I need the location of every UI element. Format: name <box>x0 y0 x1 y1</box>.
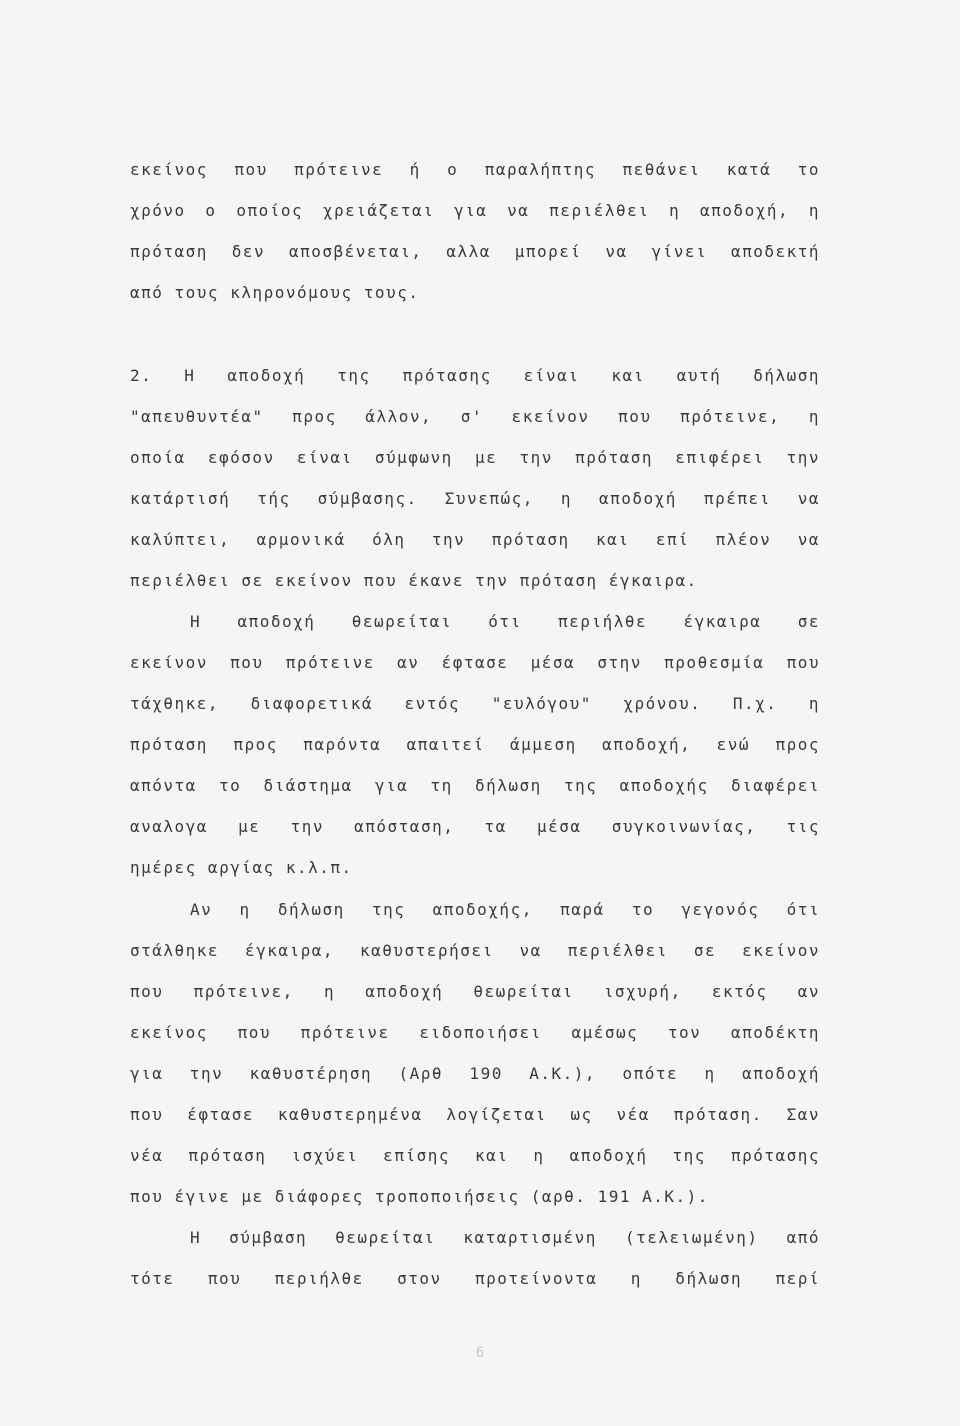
text-line: που έγινε με διάφορες τροποποιήσεις (αρθ. 191 Α.Κ.). <box>130 1187 709 1206</box>
text-line: στάλθηκε έγκαιρα, καθυστερήσει να περιέλθει σε εκείνον <box>130 941 820 960</box>
page-number: 6 <box>475 1345 485 1361</box>
text-line: που έφτασε καθυστερημένα λογίζεται ως νέα πρόταση. Σαν <box>130 1105 820 1124</box>
text-line: οποία εφόσον είναι σύμφωνη με την πρόταση επιφέρει την <box>130 448 820 467</box>
text-line: από τους κληρονόμους τους. <box>130 283 420 302</box>
text-line: εκείνος που πρότεινε ειδοποιήσει αμέσως τον αποδέκτη <box>130 1023 820 1042</box>
text-line: Αν η δήλωση της αποδοχής, παρά το γεγονός ότι <box>190 900 820 919</box>
text-line: νέα πρόταση ισχύει επίσης και η αποδοχή της πρότασης <box>130 1146 820 1165</box>
text-line: κατάρτισή τής σύμβασης. Συνεπώς, η αποδοχή πρέπει να <box>130 489 820 508</box>
text-line: "απευθυντέα" προς άλλον, σ' εκείνον που πρότεινε, η <box>130 407 820 426</box>
text-line: για την καθυστέρηση (Αρθ 190 Α.Κ.), οπότε η αποδοχή <box>130 1064 820 1083</box>
text-line: τάχθηκε, διαφορετικά εντός "ευλόγου" χρόνου. Π.χ. η <box>130 694 820 713</box>
text-line: Η σύμβαση θεωρείται καταρτισμένη (τελειωμένη) από <box>190 1228 820 1247</box>
text-line: Η αποδοχή θεωρείται ότι περιήλθε έγκαιρα σε <box>190 612 820 631</box>
text-line: εκείνον που πρότεινε αν έφτασε μέσα στην προθεσμία που <box>130 653 820 672</box>
text-line: χρόνο ο οποίος χρειάζεται για να περιέλθει η αποδοχή, η <box>130 201 820 220</box>
text-line: περιέλθει σε εκείνον που έκανε την πρόταση έγκαιρα. <box>130 571 698 590</box>
text-line: αναλογα με την απόσταση, τα μέσα συγκοινωνίας, τις <box>130 817 820 836</box>
text-line: ημέρες αργίας κ.λ.π. <box>130 858 353 877</box>
text-line: 2. Η αποδοχή της πρότασης είναι και αυτή δήλωση <box>130 366 820 385</box>
text-line: που πρότεινε, η αποδοχή θεωρείται ισχυρή, εκτός αν <box>130 982 820 1001</box>
text-line: ɛκείνος που πρότεινε ή ο παραλήπτης πεθάνει κατά το <box>130 160 820 179</box>
text-line: πρόταση προς παρόντα απαιτεί άμμεση αποδοχή, ενώ προς <box>130 735 820 754</box>
text-line: πρόταση δεν αποσβένεται, αλλα μπορεί να γίνει αποδεκτή <box>130 242 820 261</box>
text-line: καλύπτει, αρμονικά όλη την πρόταση και επί πλέον να <box>130 530 820 549</box>
text-line: απόντα το διάστημα για τη δήλωση της αποδοχής διαφέρει <box>130 776 820 795</box>
text-line: τότε που περιήλθε στον προτείνοντα η δήλωση περί <box>130 1269 820 1288</box>
